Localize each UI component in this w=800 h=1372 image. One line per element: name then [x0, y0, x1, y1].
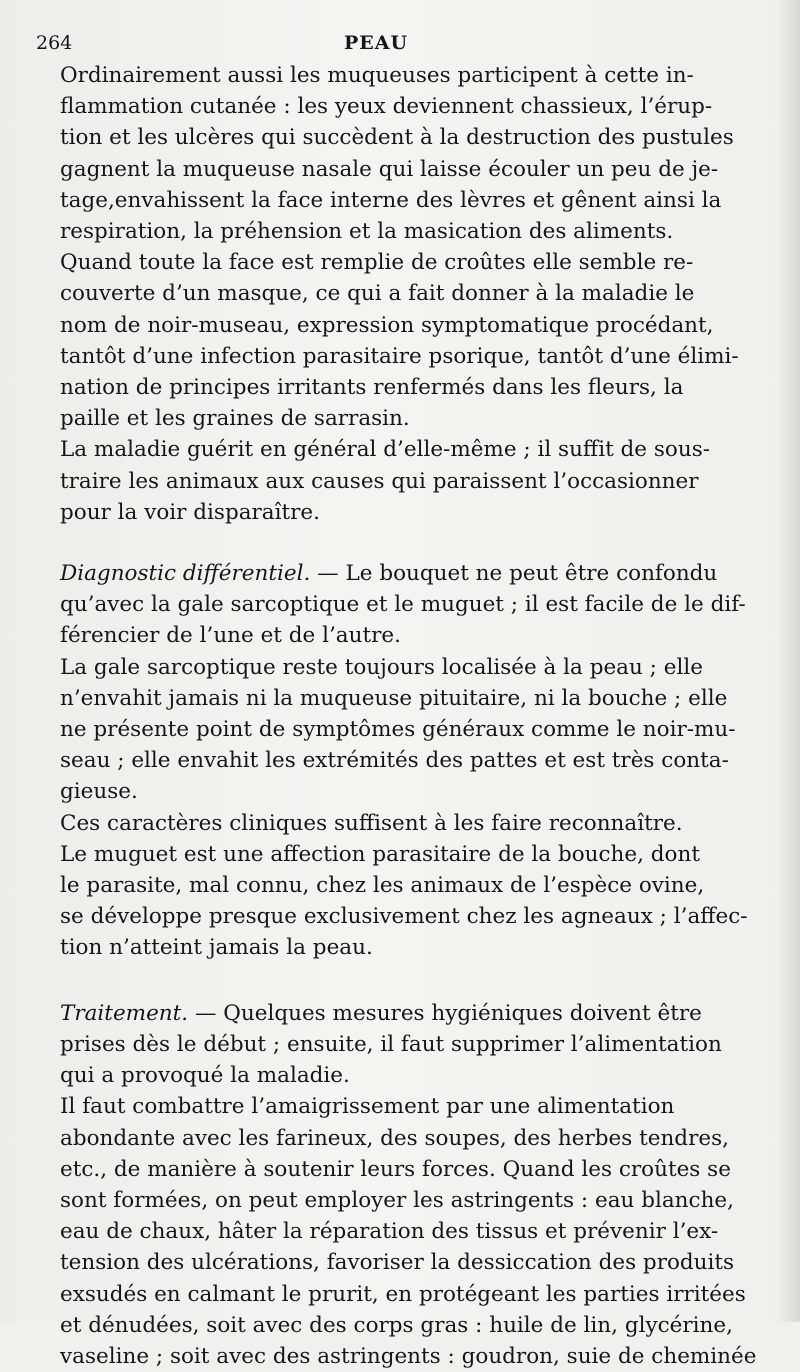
section-title-diagnostic: Diagnostic différentiel. [60, 561, 311, 587]
text-line: gagnent la muqueuse nasale qui laisse écouler un peu de je- [60, 156, 719, 182]
paragraph-face-mask [36, 247, 739, 434]
text-line: Ces caractères cliniques suffisent à les faire reconnaître. [60, 810, 683, 836]
text-line: La gale sarcoptique reste toujours localisée à la peau ; elle [60, 654, 703, 680]
section-title-treatment: Traitement. [60, 1000, 189, 1026]
text-line: n’envahit jamais ni la muqueuse pituitaire, ni la bouche ; elle [60, 685, 728, 711]
text-line: paille et les graines de sarrasin. [60, 406, 410, 432]
page-number: 264 [36, 32, 73, 54]
text-line: tage,envahissent la face interne des lèvres et gênent ainsi la [60, 187, 722, 213]
page-header [36, 26, 716, 60]
text-line: eau de chaux, hâter la réparation des tissus et prévenir l’ex- [60, 1219, 719, 1245]
text-line: ne présente point de symptômes généraux comme le noir-mu- [60, 717, 736, 743]
text-line: qui a provoqué la maladie. [60, 1063, 350, 1089]
text-line: respiration, la préhension et la masication des aliments. [60, 219, 674, 245]
running-head: PEAU [344, 32, 409, 54]
text-line: gieuse. [60, 779, 138, 805]
text-line: férencier de l’une et de l’autre. [60, 623, 401, 649]
paragraph-healing [36, 434, 716, 528]
text-line: seau ; elle envahit les extrémités des pattes et est très conta- [60, 748, 729, 774]
text-line: nom de noir-museau, expression symptomatique procédant, [60, 312, 714, 338]
text-line: couverte d’un masque, ce qui a fait donner à la maladie le [60, 281, 695, 307]
section-spacing [36, 528, 716, 558]
text-line: Le muguet est une affection parasitaire de la bouche, dont [60, 841, 700, 867]
paragraph-mucous-involvement [36, 60, 734, 247]
paragraph-sarcoptic-mange [36, 652, 736, 808]
section-text: — Quelques mesures hygiéniques doivent être [188, 1000, 702, 1026]
text-line: Quand toute la face est remplie de croûtes elle semble re- [60, 250, 694, 276]
text-line: traire les animaux aux causes qui paraissent l’occasionner [60, 468, 699, 494]
text-line: tension des ulcérations, favoriser la dessiccation des produits [60, 1250, 735, 1276]
text-line: se développe presque exclusivement chez les agneaux ; l’affec- [60, 904, 748, 930]
text-line: etc., de manière à soutenir leurs forces. Quand les croûtes se [60, 1156, 731, 1182]
text-line: nation de principes irritants renfermés dans les fleurs, la [60, 375, 684, 401]
section-spacing [36, 964, 716, 998]
text-line: exsudés en calmant le prurit, en protégeant les parties irritées [60, 1281, 746, 1307]
text-line: vaseline ; soit avec des astringents : goudron, suie de cheminée [60, 1343, 757, 1369]
text-line: sont formées, on peut employer les astringents : eau blanche, [60, 1187, 734, 1213]
text-line: flammation cutanée : les yeux deviennent chassieux, l’érup- [60, 94, 713, 120]
paragraph-treatment [36, 998, 722, 1092]
text-line [36, 998, 716, 1029]
text-line: abondante avec les farineux, des soupes, des herbes tendres, [60, 1125, 729, 1151]
text-line: pour la voir disparaître. [60, 499, 320, 525]
page-content [36, 60, 757, 1372]
text-line: et dénudées, soit avec des corps gras : huile de lin, glycérine, [60, 1312, 733, 1338]
text-line: qu’avec la gale sarcoptique et le muguet ; il est facile de le dif- [60, 592, 746, 618]
text-line: Il faut combattre l’amaigrissement par une alimentation [60, 1094, 675, 1120]
paragraph-clinical-characteristics [36, 808, 716, 839]
paragraph-treatment-details [36, 1091, 757, 1372]
text-line [36, 558, 716, 589]
paragraph-thrush [36, 839, 748, 964]
text-line: tantôt d’une infection parasitaire psorique, tantôt d’une élimi- [60, 343, 739, 369]
text-line: prises dès le début ; ensuite, il faut supprimer l’alimentation [60, 1031, 722, 1057]
section-text: — Le bouquet ne peut être confondu [310, 561, 718, 587]
text-line: le parasite, mal connu, chez les animaux de l’espèce ovine, [60, 873, 705, 899]
page-edge-shadow [778, 0, 800, 1322]
text-line: Ordinairement aussi les muqueuses participent à cette in- [60, 63, 694, 88]
text-line: tion et les ulcères qui succèdent à la destruction des pustules [60, 125, 734, 151]
paragraph-differential-diagnosis [36, 558, 746, 652]
text-line: tion n’atteint jamais la peau. [60, 935, 373, 961]
text-line: La maladie guérit en général d’elle-même ; il suffit de sous- [60, 437, 710, 463]
